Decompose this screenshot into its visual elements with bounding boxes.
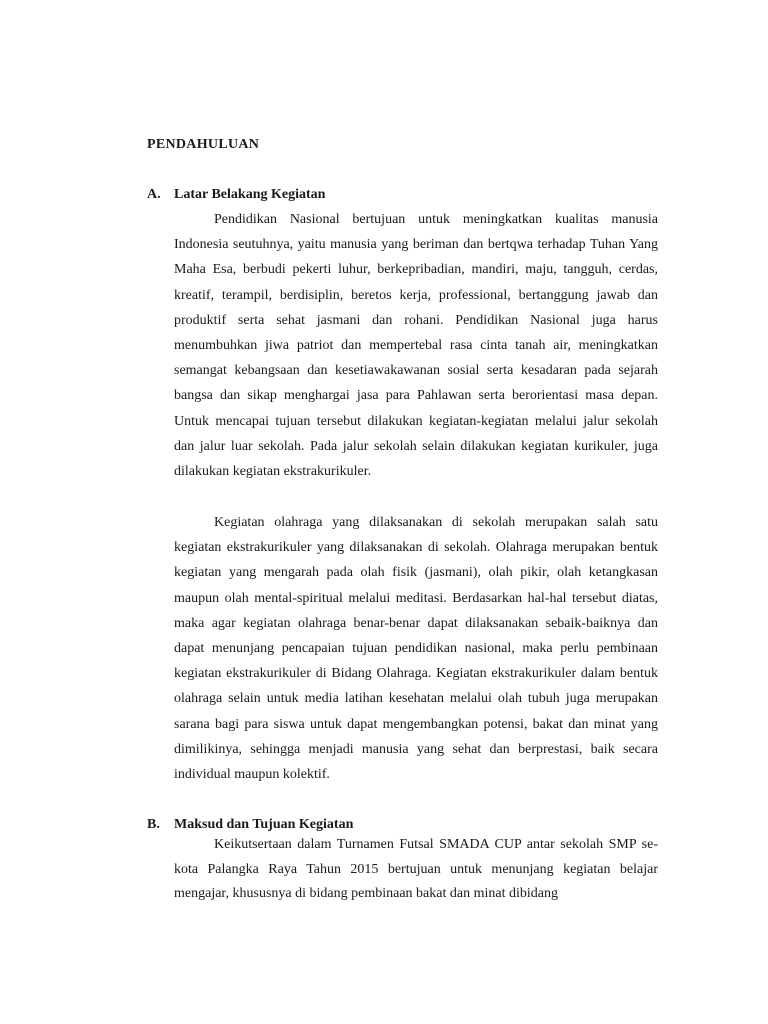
section-heading-text: Maksud dan Tujuan Kegiatan [174, 817, 354, 832]
document-title: PENDAHULUAN [147, 137, 260, 152]
paragraph-latar-belakang-1: Pendidikan Nasional bertujuan untuk meningkatkan kualitas manusia Indonesia seutuhnya, yaitu manusia yang beriman dan bertqwa terhadap Tuhan Yang Maha Esa, berbudi pekerti luhur, berkepribadian, mandiri, maju, tangguh, cerdas, kreatif, terampil, berdisiplin, beretos kerja, professional, bertanggung jawab dan produktif serta sehat jasmani dan rohani. Pendidikan Nasional juga harus menumbuhkan jiwa patriot dan mempertebal rasa cinta tanah air, meningkatkan semangat kebangsaan dan kesetiawakawanan sosial serta kesadaran pada sejarah bangsa dan sikap menghargai jasa para Pahlawan serta berorientasi masa depan. Untuk mencapai tujuan tersebut dilakukan kegiatan-kegiatan melalui jalur sekolah dan jalur luar sekolah. Pada jalur sekolah selain dilakukan kegiatan kurikuler, juga dilakukan kegiatan ekstrakurikuler. [174, 212, 658, 480]
section-heading-a [147, 187, 325, 203]
paragraph-maksud-tujuan-1: Keikutsertaan dalam Turnamen Futsal SMADA CUP antar sekolah SMP se-kota Palangka Raya Tahun 2015 bertujuan untuk menunjang kegiatan belajar mengajar, khususnya di bidang pembinaan bakat dan minat dibidang [174, 837, 658, 901]
section-letter: A. [147, 187, 161, 202]
section-heading-text: Latar Belakang Kegiatan [174, 187, 326, 202]
section-heading-b [147, 817, 353, 833]
section-letter: B. [147, 817, 160, 832]
paragraph-latar-belakang-2: Kegiatan olahraga yang dilaksanakan di sekolah merupakan salah satu kegiatan ekstrakurikuler yang dilaksanakan di sekolah. Olahraga merupakan bentuk kegiatan yang mengarah pada olah fisik (jasmani), olah pikir, olah ketangkasan maupun olah mental-spiritual melalui meditasi. Berdasarkan hal-hal tersebut diatas, maka agar kegiatan olahraga benar-benar dapat dilaksanakan sebaik-baiknya dan dapat menunjang pencapaian tujuan pendidikan nasional, maka perlu pembinaan kegiatan ekstrakurikuler di Bidang Olahraga. Kegiatan ekstrakurikuler dalam bentuk olahraga selain untuk media latihan kesehatan melalui olah tubuh juga merupakan sarana bagi para siswa untuk dapat mengembangkan potensi, bakat dan minat yang dimilikinya, sehingga menjadi manusia yang sehat dan berprestasi, baik secara individual maupun kolektif. [174, 515, 658, 783]
